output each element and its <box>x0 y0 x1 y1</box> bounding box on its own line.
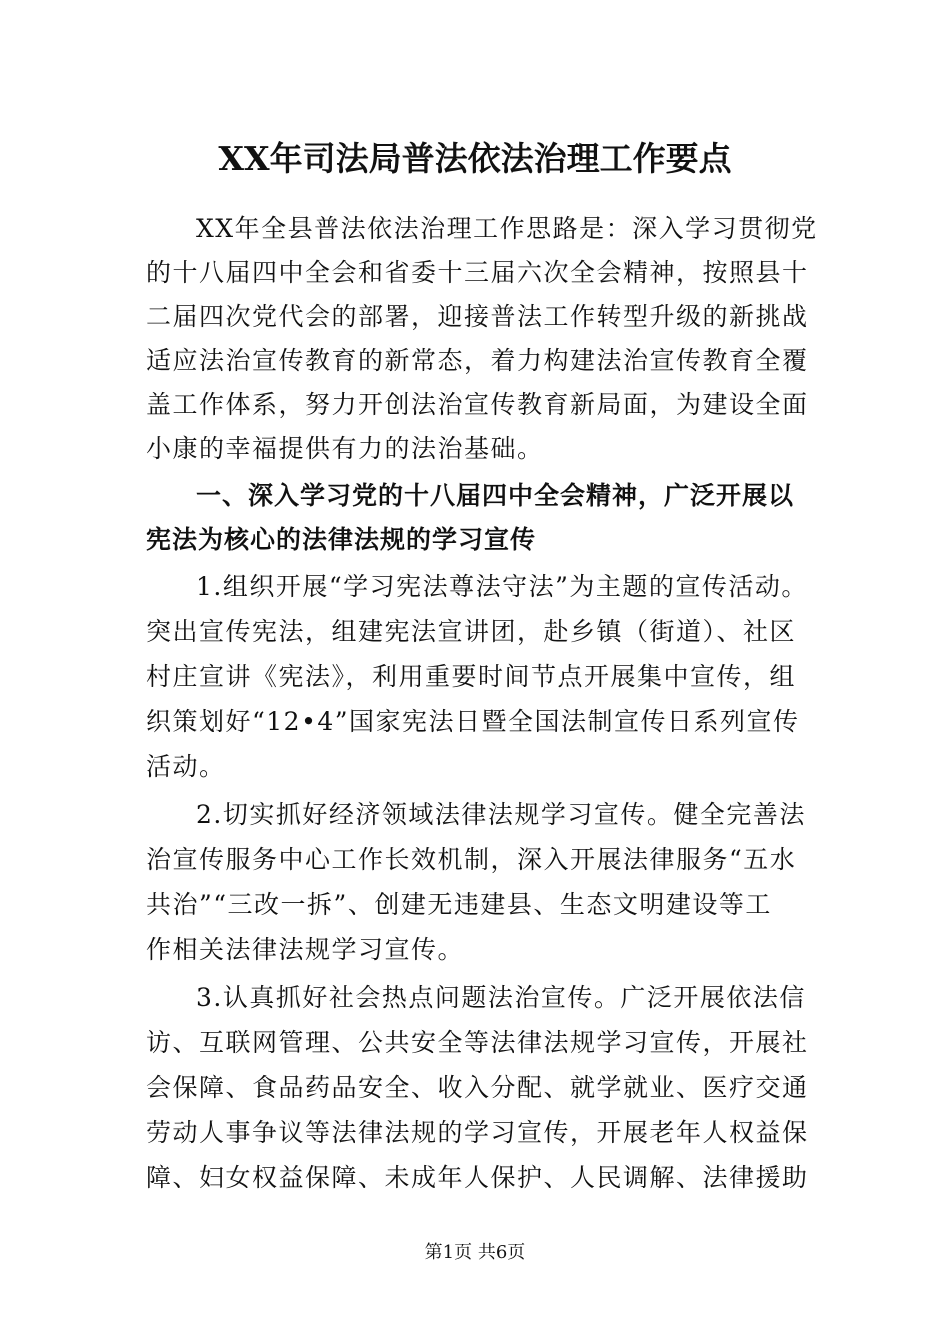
paragraph-1-line-3: 二届四次党代会的部署，迎接普法工作转型升级的新挑战 <box>146 302 809 331</box>
item-3-line-4: 劳动人事争议等法律法规的学习宣传，开展老年人权益保 <box>146 1118 809 1147</box>
item-2-line-3: 共治”“三改一拆”、创建无违建县、生态文明建设等工 <box>146 890 772 919</box>
item-1-line-5: 活动。 <box>146 752 226 781</box>
item-3-line-2: 访、互联网管理、公共安全等法律法规学习宣传，开展社 <box>146 1028 809 1057</box>
item-3-line-5: 障、妇女权益保障、未成年人保护、人民调解、法律援助 <box>146 1163 809 1192</box>
item-2-line-2: 治宣传服务中心工作长效机制，深入开展法律服务“五水 <box>146 845 797 874</box>
section-heading-line-1: 一、深入学习党的十八届四中全会精神，广泛开展以 <box>196 481 795 510</box>
item-2-line-4: 作相关法律法规学习宣传。 <box>146 935 465 964</box>
item-3-line-1: 3.认真抓好社会热点问题法治宣传。广泛开展依法信 <box>196 983 806 1012</box>
paragraph-1-line-2: 的十八届四中全会和省委十三届六次全会精神，按照县十 <box>146 258 809 287</box>
document-title: XX年司法局普法依法治理工作要点 <box>218 139 732 178</box>
paragraph-1-line-4: 适应法治宣传教育的新常态，着力构建法治宣传教育全覆 <box>146 346 809 375</box>
page-number-footer: 第1页 共6页 <box>424 1242 526 1263</box>
item-1-line-3: 村庄宣讲《宪法》，利用重要时间节点开展集中宣传，组 <box>146 662 797 691</box>
paragraph-1-line-5: 盖工作体系，努力开创法治宣传教育新局面，为建设全面 <box>146 390 809 419</box>
item-2-line-1: 2.切实抓好经济领域法律法规学习宣传。健全完善法 <box>196 800 806 829</box>
item-1-line-2: 突出宣传宪法，组建宪法宣讲团，赴乡镇（街道）、社区 <box>146 617 797 646</box>
paragraph-1-line-1: XX年全县普法依法治理工作思路是：深入学习贯彻党 <box>196 214 818 243</box>
item-3-line-3: 会保障、食品药品安全、收入分配、就学就业、医疗交通 <box>146 1073 809 1102</box>
item-1-line-1: 1.组织开展“学习宪法尊法守法”为主题的宣传活动。 <box>196 572 808 601</box>
section-heading-line-2: 宪法为核心的法律法规的学习宣传 <box>146 525 537 554</box>
item-1-line-4: 织策划好“12•4”国家宪法日暨全国法制宣传日系列宣传 <box>146 707 800 736</box>
paragraph-1-line-6: 小康的幸福提供有力的法治基础。 <box>146 434 544 463</box>
